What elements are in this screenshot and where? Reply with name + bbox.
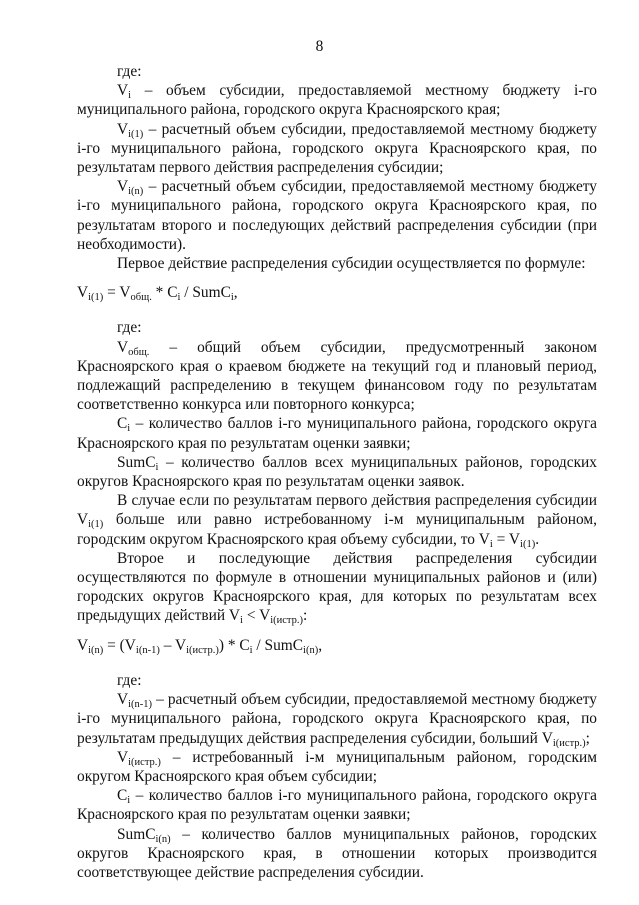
page-number: 8 — [315, 38, 324, 55]
definition-vi: $V_i$ – объем субсидии, предоставляемой местному бюджету i-го муниципального района, городского округа Красноярского края; — [77, 82, 597, 119]
definition-vi1: $V_{i(1)}$ – расчетный объем субсидии, предоставляемой местному бюджету i-го муниципального района, городского округа Красноярского края, по результатам первого действия распределения субсидии; — [77, 120, 597, 177]
definition-sumcin: SumC$_{i(n)}$ – количество баллов муниципальных районов, городских округов Красноярского края, в отношении которых производится соответствующее действие распределения субсидии. — [77, 825, 597, 881]
definition-vistr: $V_{i(истр.)}$ – истребованный i-м муниципальным районом, городским округом Красноярского края объем субсидии; — [77, 748, 597, 785]
page-content — [77, 62, 597, 882]
first-action-text: Первое действие распределения субсидии осуществляется по формуле: — [117, 255, 586, 273]
definition-ci: $C_i$ – количество баллов i-го муниципального района, городского округа Красноярского края по результатам оценки заявки; — [77, 415, 597, 452]
definition-vin1: $V_{i(n-1)}$ – расчетный объем субсидии, предоставляемой местному бюджету i-го муниципального района, городского округа Красноярского края, по результатам предыдущих действия распределения субсидии, больший $V_{i(истр.)}$; — [77, 691, 597, 749]
where-label: где: — [117, 63, 142, 80]
where-label: где: — [117, 671, 142, 689]
case-paragraph: В случае если по результатам первого действия распределения субсидии $V_{i(1)}$ больше или равно истребованному i-м муниципальным районом, городским округом Красноярского края объему субсидии, то $V_i = V_{i(1)}$. — [77, 492, 597, 550]
where-label: где: — [117, 319, 142, 337]
formula-next-actions: $V_{i(n)} = (V_{i(n-1)} - V_{i(истр.)}) * C_i$ / SumC$_{i(n)}$, — [77, 636, 323, 656]
definition-ci-2: $C_i$ – количество баллов i-го муниципального района, городского округа Красноярского края по результатам оценки заявки; — [77, 787, 597, 824]
formula-first-action: $V_{i(1)} = V_{общ.} * C_i$ / SumC$_i$, — [77, 284, 238, 304]
second-action-paragraph: Второе и последующие действия распределения субсидии осуществляются по формуле в отношении муниципальных районов и (или) городских округов Красноярского края, для которых по результатам всех предыдущих действий $V_i < V_{i(истр.)}$: — [77, 549, 597, 627]
definition-sumci: SumC$_i$ – количество баллов всех муниципальных районов, городских округов Красноярского края по результатам оценки заявок. — [77, 453, 597, 491]
definition-vobsh: $V_{общ.}$ – общий объем субсидии, предусмотренный законом Красноярского края о краевом бюджете на текущий год и плановый период, подлежащий распределению в текущем финансовом году по результатам соответственно конкурса или повторного конкурса; — [77, 338, 597, 414]
definition-vin: $V_{i(n)}$ – расчетный объем субсидии, предоставляемой местному бюджету i-го муниципального района, городского округа Красноярского края, по результатам второго и последующих действий распределения субсидии (при необходимости). — [77, 178, 597, 253]
